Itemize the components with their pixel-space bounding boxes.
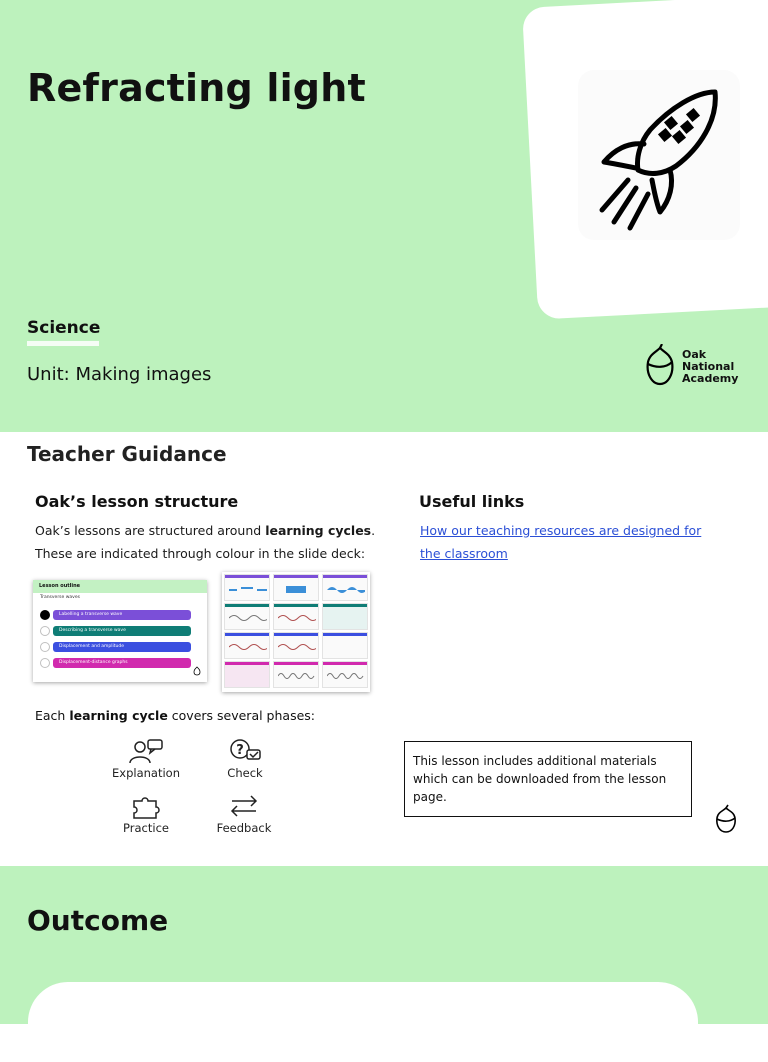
teacher-guidance-slide: [0, 432, 768, 866]
brand-line: National: [682, 360, 735, 373]
slide-deck-thumbnails: [222, 572, 370, 692]
structure-text-line: These are indicated through colour in the slide deck:: [35, 546, 366, 561]
phase-explanation: [106, 738, 186, 780]
phases-text: [35, 708, 315, 723]
cycle-marker: [40, 626, 50, 636]
slide-thumbnail: [224, 661, 270, 688]
slide-thumbnail: [322, 661, 368, 688]
cycle-marker: [40, 642, 50, 652]
phase-check: [205, 738, 285, 780]
phases-text-bold: learning cycle: [69, 708, 168, 723]
learning-cycle-bar: Labelling a transverse wave: [53, 610, 191, 620]
phase-label: Feedback: [216, 821, 272, 835]
phases-text-part: Each: [35, 708, 70, 723]
lesson-outline-thumbnail: [33, 580, 207, 682]
phase-label: Check: [227, 766, 263, 780]
lesson-structure-text: [35, 519, 375, 565]
slide-thumbnail: [322, 632, 368, 659]
learning-cycle-bar: Displacement and amplitude: [53, 642, 191, 652]
learning-cycle-bar: Displacement-distance graphs: [53, 658, 191, 668]
unit-line: [27, 364, 211, 385]
slide-thumbnail: [224, 632, 270, 659]
brand-line: Academy: [682, 372, 739, 385]
structure-text-bold: learning cycles: [265, 523, 372, 538]
outcome-slide: [0, 866, 768, 1024]
acorn-icon: [193, 666, 201, 676]
check-icon: [227, 738, 263, 764]
cycle-marker: [40, 610, 50, 620]
lesson-structure-heading: Oak’s lesson structure: [35, 492, 239, 511]
acorn-icon: [714, 804, 738, 834]
learning-cycle-bar: Describing a transverse wave: [53, 626, 191, 636]
subject-label: Science: [27, 318, 101, 338]
lesson-title: Refracting light: [27, 66, 366, 110]
structure-text-part: Oak’s lessons are structured around: [35, 523, 266, 538]
guidance-title: Teacher Guidance: [27, 442, 227, 466]
rocket-icon: [578, 70, 740, 240]
explanation-icon: [128, 738, 164, 764]
slide-thumbnail: [224, 603, 270, 630]
phase-practice: [106, 793, 186, 835]
teaching-resources-link[interactable]: How our teaching resources are designed for the classroom: [420, 523, 702, 561]
brand-name: [682, 349, 738, 385]
additional-materials-note: This lesson includes additional materials which can be downloaded from the lesson page.: [404, 741, 692, 817]
structure-text-part: .: [371, 523, 376, 538]
unit-prefix: Unit:: [27, 364, 70, 385]
slide-thumbnail: [273, 632, 319, 659]
feedback-icon: [226, 793, 262, 819]
svg-text:?: ?: [236, 743, 244, 758]
phase-label: Practice: [123, 821, 169, 835]
phases-text-part: covers several phases:: [167, 708, 315, 723]
slide-thumbnail: [322, 574, 368, 601]
oak-national-academy-logo: [644, 344, 744, 388]
phase-label: Explanation: [112, 766, 180, 780]
hero-image: [578, 70, 740, 240]
outline-header: Lesson outline: [33, 580, 207, 593]
useful-links-heading: Useful links: [419, 492, 525, 511]
brand-line: Oak: [682, 348, 707, 361]
outline-subtitle: Transverse waves: [40, 595, 80, 600]
phase-feedback: [204, 793, 284, 835]
practice-icon: [128, 793, 164, 819]
title-slide: [0, 0, 768, 432]
slide-thumbnail: [273, 661, 319, 688]
slide-thumbnail: [224, 574, 270, 601]
cycle-marker: [40, 658, 50, 668]
outcome-title: Outcome: [27, 904, 169, 937]
acorn-icon: [644, 344, 676, 386]
slide-thumbnail: [322, 603, 368, 630]
slide-thumbnail: [273, 603, 319, 630]
slide-thumbnail: [273, 574, 319, 601]
subject-underline: [27, 341, 99, 346]
outcome-card: [28, 982, 698, 1062]
unit-name: Making images: [75, 364, 212, 385]
